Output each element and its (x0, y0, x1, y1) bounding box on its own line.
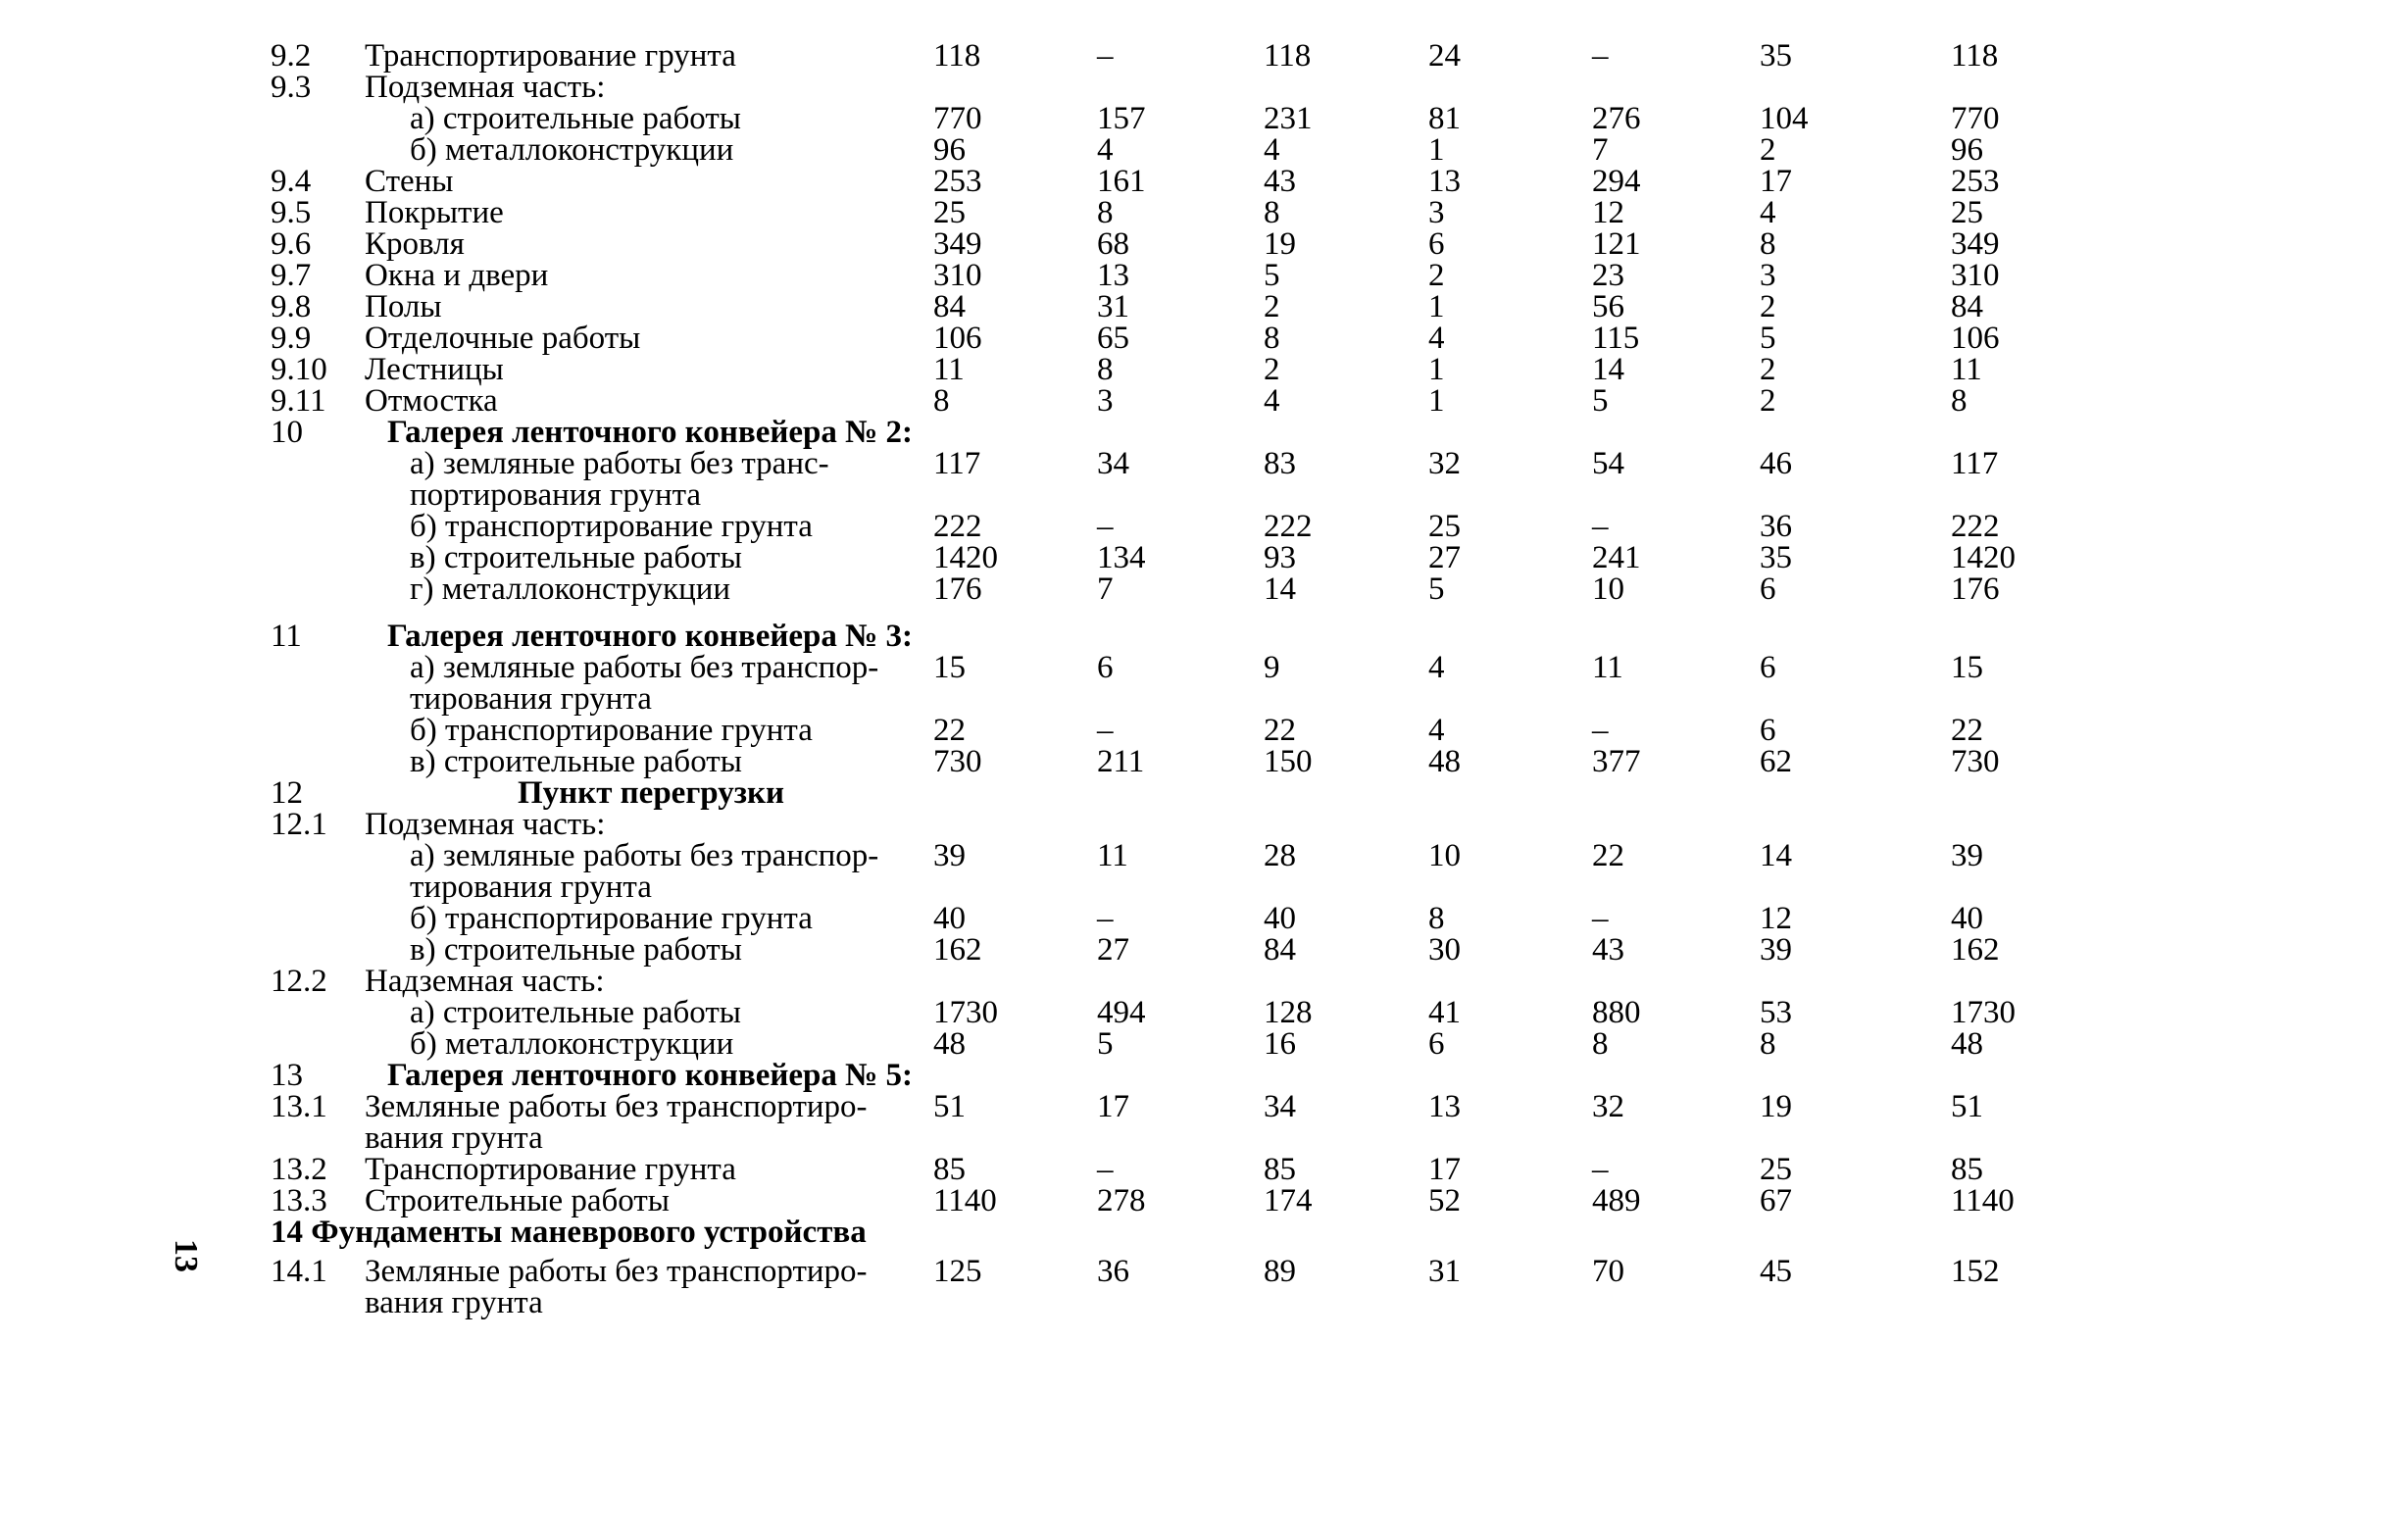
value-cell: 11 (933, 352, 965, 387)
item-name: Земляные работы без транспортиро- (365, 1089, 868, 1124)
table-row (0, 1153, 2391, 1186)
table-row (0, 1027, 2391, 1061)
value-cell: 35 (1760, 38, 1792, 74)
value-cell: – (1592, 509, 1609, 544)
value-cell: 276 (1592, 101, 1641, 136)
value-cell: 39 (1760, 932, 1792, 968)
table-row (0, 165, 2391, 198)
value-cell: – (1592, 38, 1609, 74)
value-cell: 3 (1097, 383, 1114, 419)
value-cell: 36 (1760, 509, 1792, 544)
value-cell: 10 (1428, 838, 1461, 873)
value-cell: 11 (1951, 352, 1982, 387)
table-row (0, 39, 2391, 73)
item-name: а) строительные работы (410, 101, 741, 136)
value-cell: 11 (1097, 838, 1128, 873)
table-row (0, 478, 2391, 512)
item-name: а) земляные работы без транспор- (410, 650, 879, 685)
value-cell: 134 (1097, 540, 1146, 575)
table-row (0, 290, 2391, 323)
value-cell: 40 (1951, 901, 1983, 936)
item-name: Кровля (365, 226, 465, 262)
value-cell: 36 (1097, 1254, 1129, 1289)
value-cell: 1 (1428, 289, 1445, 324)
value-cell: 46 (1760, 446, 1792, 481)
item-number: 13.1 (271, 1089, 327, 1124)
value-cell: 7 (1097, 571, 1114, 607)
item-name: вания грунта (365, 1120, 543, 1156)
table-row (0, 384, 2391, 418)
value-cell: 1420 (1951, 540, 2016, 575)
value-cell: 150 (1264, 744, 1313, 779)
value-cell: 4 (1097, 132, 1114, 168)
value-cell: 96 (1951, 132, 1983, 168)
item-number: 12.1 (271, 807, 327, 842)
item-number: 9.2 (271, 38, 312, 74)
table-row (0, 870, 2391, 904)
value-cell: 2 (1264, 352, 1280, 387)
value-cell: 10 (1592, 571, 1624, 607)
value-cell: 730 (1951, 744, 2000, 779)
value-cell: 45 (1760, 1254, 1792, 1289)
value-cell: 30 (1428, 932, 1461, 968)
value-cell: 11 (1592, 650, 1623, 685)
table-row (0, 1255, 2391, 1288)
item-name: Окна и двери (365, 258, 549, 293)
value-cell: 118 (933, 38, 981, 74)
value-cell: 5 (1592, 383, 1609, 419)
value-cell: 5 (1428, 571, 1445, 607)
value-cell: 16 (1264, 1026, 1296, 1062)
item-number: 13 (271, 1058, 303, 1093)
value-cell: 22 (1951, 713, 1983, 748)
table-row (0, 572, 2391, 606)
value-cell: 8 (1760, 1026, 1776, 1062)
table-row (0, 1121, 2391, 1155)
item-name: Транспортирование грунта (365, 38, 736, 74)
value-cell: 83 (1264, 446, 1296, 481)
value-cell: 5 (1097, 1026, 1114, 1062)
page-number: 13 (168, 1239, 204, 1272)
value-cell: 62 (1760, 744, 1792, 779)
value-cell: 25 (1428, 509, 1461, 544)
value-cell: 489 (1592, 1183, 1641, 1218)
value-cell: 294 (1592, 164, 1641, 199)
value-cell: 40 (933, 901, 966, 936)
value-cell: 4 (1428, 321, 1445, 356)
value-cell: 106 (933, 321, 982, 356)
value-cell: 880 (1592, 995, 1641, 1030)
value-cell: 8 (1760, 226, 1776, 262)
table-row (0, 510, 2391, 543)
value-cell: 1 (1428, 383, 1445, 419)
table-row (0, 259, 2391, 292)
item-number: 14.1 (271, 1254, 327, 1289)
value-cell: 35 (1760, 540, 1792, 575)
table-row (0, 745, 2391, 778)
item-name: портирования грунта (410, 477, 702, 513)
value-cell: 8 (1951, 383, 1968, 419)
value-cell: 4 (1428, 650, 1445, 685)
value-cell: 96 (933, 132, 966, 168)
item-number: 13.3 (271, 1183, 327, 1218)
value-cell: 253 (933, 164, 982, 199)
value-cell: 6 (1760, 650, 1776, 685)
item-number: 9.8 (271, 289, 312, 324)
item-number: 9.3 (271, 70, 312, 105)
table-row (0, 1059, 2391, 1092)
table-row (0, 322, 2391, 355)
table-row (0, 776, 2391, 810)
value-cell: 1420 (933, 540, 998, 575)
item-name: Транспортирование грунта (365, 1152, 736, 1187)
value-cell: 118 (1951, 38, 1999, 74)
table-row (0, 416, 2391, 449)
value-cell: 128 (1264, 995, 1313, 1030)
value-cell: 12 (1760, 901, 1792, 936)
value-cell: 2 (1760, 352, 1776, 387)
value-cell: 349 (1951, 226, 2000, 262)
item-number: 9.5 (271, 195, 312, 230)
item-number: 9.10 (271, 352, 327, 387)
value-cell: 349 (933, 226, 982, 262)
value-cell: 89 (1264, 1254, 1296, 1289)
table-row (0, 933, 2391, 967)
value-cell: 4 (1428, 713, 1445, 748)
table-row (0, 651, 2391, 684)
value-cell: 8 (1097, 195, 1114, 230)
item-name: а) земляные работы без транс- (410, 446, 829, 481)
item-number: 11 (271, 619, 302, 654)
value-cell: 2 (1760, 383, 1776, 419)
value-cell: 23 (1592, 258, 1624, 293)
value-cell: 68 (1097, 226, 1129, 262)
table-row (0, 71, 2391, 104)
item-name: б) транспортирование грунта (410, 713, 813, 748)
item-name: Галерея ленточного конвейера № 3: (387, 619, 914, 654)
value-cell: 730 (933, 744, 982, 779)
value-cell: 43 (1264, 164, 1296, 199)
value-cell: 13 (1097, 258, 1129, 293)
item-name: Стены (365, 164, 454, 199)
item-name: Отделочные работы (365, 321, 641, 356)
value-cell: 25 (1760, 1152, 1792, 1187)
value-cell: 115 (1592, 321, 1640, 356)
item-name: Полы (365, 289, 442, 324)
value-cell: 118 (1264, 38, 1312, 74)
value-cell: 17 (1760, 164, 1792, 199)
value-cell: 53 (1760, 995, 1792, 1030)
value-cell: 222 (1264, 509, 1313, 544)
value-cell: 176 (1951, 571, 2000, 607)
value-cell: 3 (1428, 195, 1445, 230)
value-cell: – (1592, 901, 1609, 936)
section-heading: 14 Фундаменты маневрового устройства (271, 1215, 867, 1250)
value-cell: 6 (1428, 1026, 1445, 1062)
value-cell: 5 (1760, 321, 1776, 356)
value-cell: 39 (933, 838, 966, 873)
value-cell: 8 (1264, 321, 1280, 356)
value-cell: 22 (1264, 713, 1296, 748)
item-name: Галерея ленточного конвейера № 5: (387, 1058, 914, 1093)
value-cell: 17 (1428, 1152, 1461, 1187)
value-cell: 22 (933, 713, 966, 748)
value-cell: – (1592, 713, 1609, 748)
value-cell: 7 (1592, 132, 1609, 168)
value-cell: 85 (933, 1152, 966, 1187)
value-cell: 2 (1428, 258, 1445, 293)
table-row (0, 620, 2391, 653)
item-name: Строительные работы (365, 1183, 670, 1218)
item-name: Лестницы (365, 352, 504, 387)
value-cell: 25 (933, 195, 966, 230)
value-cell: 9 (1264, 650, 1280, 685)
value-cell: 162 (1951, 932, 2000, 968)
table-row (0, 196, 2391, 229)
value-cell: 377 (1592, 744, 1641, 779)
value-cell: 8 (933, 383, 950, 419)
value-cell: 1 (1428, 132, 1445, 168)
value-cell: 27 (1428, 540, 1461, 575)
value-cell: 222 (933, 509, 982, 544)
value-cell: 14 (1760, 838, 1792, 873)
value-cell: 1 (1428, 352, 1445, 387)
value-cell: 51 (1951, 1089, 1983, 1124)
item-name: тирования грунта (410, 681, 652, 717)
value-cell: – (1097, 713, 1114, 748)
item-name: в) строительные работы (410, 744, 742, 779)
table-row (0, 682, 2391, 716)
value-cell: 84 (933, 289, 966, 324)
value-cell: 117 (1951, 446, 1999, 481)
item-name: б) транспортирование грунта (410, 509, 813, 544)
value-cell: 162 (933, 932, 982, 968)
value-cell: 161 (1097, 164, 1146, 199)
value-cell: 174 (1264, 1183, 1313, 1218)
value-cell: – (1097, 901, 1114, 936)
value-cell: 70 (1592, 1254, 1624, 1289)
value-cell: 25 (1951, 195, 1983, 230)
value-cell: 8 (1428, 901, 1445, 936)
value-cell: 19 (1760, 1089, 1792, 1124)
value-cell: 6 (1760, 713, 1776, 748)
value-cell: 2 (1760, 132, 1776, 168)
table-row (0, 227, 2391, 261)
value-cell: 2 (1264, 289, 1280, 324)
value-cell: 117 (933, 446, 981, 481)
value-cell: – (1097, 1152, 1114, 1187)
value-cell: 48 (1951, 1026, 1983, 1062)
table-row (0, 996, 2391, 1029)
value-cell: 15 (933, 650, 966, 685)
value-cell: 85 (1951, 1152, 1983, 1187)
value-cell: 84 (1951, 289, 1983, 324)
item-name: вания грунта (365, 1285, 543, 1320)
value-cell: 85 (1264, 1152, 1296, 1187)
value-cell: 24 (1428, 38, 1461, 74)
value-cell: 4 (1760, 195, 1776, 230)
item-number: 12 (271, 775, 303, 811)
value-cell: 157 (1097, 101, 1146, 136)
value-cell: 32 (1592, 1089, 1624, 1124)
value-cell: 1730 (1951, 995, 2016, 1030)
value-cell: 12 (1592, 195, 1624, 230)
item-name: Покрытие (365, 195, 504, 230)
value-cell: 28 (1264, 838, 1296, 873)
value-cell: 15 (1951, 650, 1983, 685)
value-cell: 1730 (933, 995, 998, 1030)
table-row (0, 133, 2391, 167)
value-cell: 8 (1592, 1026, 1609, 1062)
table-row (0, 965, 2391, 998)
table-row (0, 808, 2391, 841)
value-cell: – (1097, 38, 1114, 74)
value-cell: 32 (1428, 446, 1461, 481)
value-cell: 14 (1592, 352, 1624, 387)
value-cell: 231 (1264, 101, 1313, 136)
item-name: г) металлоконструкции (410, 571, 731, 607)
value-cell: 65 (1097, 321, 1129, 356)
value-cell: 8 (1264, 195, 1280, 230)
value-cell: 43 (1592, 932, 1624, 968)
item-number: 9.7 (271, 258, 312, 293)
item-name: а) земляные работы без транспор- (410, 838, 879, 873)
item-number: 10 (271, 415, 303, 450)
value-cell: 176 (933, 571, 982, 607)
table-row (0, 1184, 2391, 1217)
value-cell: 1140 (1951, 1183, 2015, 1218)
table-row (0, 1216, 2391, 1249)
value-cell: 13 (1428, 1089, 1461, 1124)
item-number: 9.9 (271, 321, 312, 356)
value-cell: 2 (1760, 289, 1776, 324)
value-cell: 31 (1097, 289, 1129, 324)
value-cell: 40 (1264, 901, 1296, 936)
value-cell: 6 (1760, 571, 1776, 607)
value-cell: 93 (1264, 540, 1296, 575)
item-name: Галерея ленточного конвейера № 2: (387, 415, 914, 450)
value-cell: 310 (1951, 258, 2000, 293)
value-cell: 5 (1264, 258, 1280, 293)
value-cell: 81 (1428, 101, 1461, 136)
value-cell: 8 (1097, 352, 1114, 387)
value-cell: 27 (1097, 932, 1129, 968)
value-cell: 17 (1097, 1089, 1129, 1124)
value-cell: 13 (1428, 164, 1461, 199)
value-cell: 14 (1264, 571, 1296, 607)
value-cell: 34 (1264, 1089, 1296, 1124)
value-cell: 6 (1428, 226, 1445, 262)
item-name: б) металлоконструкции (410, 1026, 734, 1062)
value-cell: 54 (1592, 446, 1624, 481)
table-row (0, 1090, 2391, 1123)
item-name: б) металлоконструкции (410, 132, 734, 168)
value-cell: 19 (1264, 226, 1296, 262)
value-cell: 67 (1760, 1183, 1792, 1218)
item-name: Надземная часть: (365, 964, 605, 999)
table-row (0, 541, 2391, 574)
value-cell: – (1097, 509, 1114, 544)
value-cell: 41 (1428, 995, 1461, 1030)
value-cell: 48 (933, 1026, 966, 1062)
table-row (0, 447, 2391, 480)
value-cell: 4 (1264, 132, 1280, 168)
value-cell: 51 (933, 1089, 966, 1124)
value-cell: 39 (1951, 838, 1983, 873)
value-cell: 310 (933, 258, 982, 293)
value-cell: 52 (1428, 1183, 1461, 1218)
item-name: Подземная часть: (365, 807, 606, 842)
item-number: 9.4 (271, 164, 312, 199)
value-cell: 31 (1428, 1254, 1461, 1289)
value-cell: 211 (1097, 744, 1145, 779)
value-cell: 278 (1097, 1183, 1146, 1218)
value-cell: 22 (1592, 838, 1624, 873)
value-cell: 241 (1592, 540, 1641, 575)
value-cell: 253 (1951, 164, 2000, 199)
value-cell: 106 (1951, 321, 2000, 356)
value-cell: 125 (933, 1254, 982, 1289)
value-cell: 56 (1592, 289, 1624, 324)
item-number: 9.11 (271, 383, 326, 419)
table-row (0, 839, 2391, 872)
value-cell: 121 (1592, 226, 1641, 262)
value-cell: 770 (1951, 101, 2000, 136)
value-cell: 770 (933, 101, 982, 136)
table-row (0, 714, 2391, 747)
item-name: Подземная часть: (365, 70, 606, 105)
item-name: Пункт перегрузки (518, 775, 785, 811)
value-cell: 84 (1264, 932, 1296, 968)
value-cell: 34 (1097, 446, 1129, 481)
table-row (0, 102, 2391, 135)
value-cell: 494 (1097, 995, 1146, 1030)
item-name: Отмостка (365, 383, 498, 419)
value-cell: 4 (1264, 383, 1280, 419)
value-cell: 3 (1760, 258, 1776, 293)
item-name: в) строительные работы (410, 932, 742, 968)
value-cell: 48 (1428, 744, 1461, 779)
value-cell: 6 (1097, 650, 1114, 685)
item-number: 9.6 (271, 226, 312, 262)
table-row (0, 1286, 2391, 1319)
table-row (0, 902, 2391, 935)
item-name: б) транспортирование грунта (410, 901, 813, 936)
value-cell: 152 (1951, 1254, 2000, 1289)
value-cell: – (1592, 1152, 1609, 1187)
item-name: в) строительные работы (410, 540, 742, 575)
value-cell: 222 (1951, 509, 2000, 544)
item-number: 13.2 (271, 1152, 327, 1187)
table-row (0, 353, 2391, 386)
item-name: а) строительные работы (410, 995, 741, 1030)
item-name: тирования грунта (410, 869, 652, 905)
value-cell: 104 (1760, 101, 1809, 136)
item-number: 12.2 (271, 964, 327, 999)
item-name: Земляные работы без транспортиро- (365, 1254, 868, 1289)
value-cell: 1140 (933, 1183, 997, 1218)
